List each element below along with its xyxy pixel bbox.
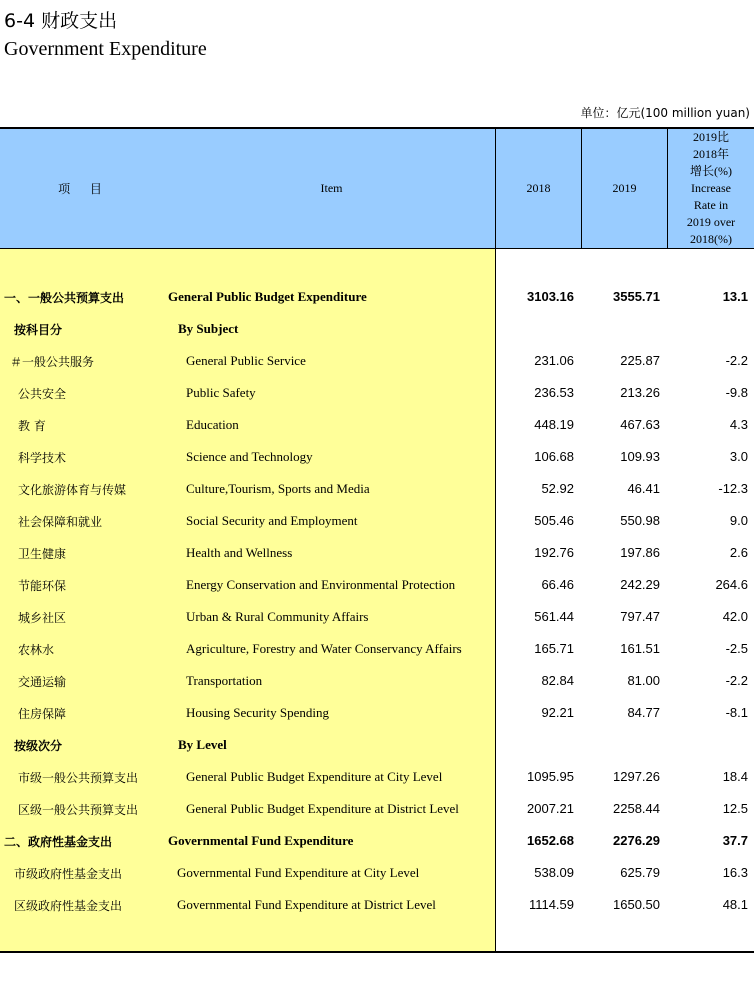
table-row — [0, 665, 754, 697]
value-2018: 448.19 — [534, 417, 574, 432]
row-label-en: General Public Budget Expenditure at District Level — [186, 801, 459, 816]
growth-rate: 16.3 — [722, 865, 748, 880]
value-2018: 538.09 — [534, 865, 574, 880]
header-growth-line: Increase — [691, 181, 731, 195]
value-2019: 109.93 — [620, 449, 660, 464]
header-item-en — [168, 129, 495, 248]
value-2018: 3103.16 — [527, 289, 574, 304]
growth-rate: 42.0 — [722, 609, 748, 624]
growth-rate: -12.3 — [718, 481, 748, 496]
growth-rate: 264.6 — [715, 577, 748, 592]
table-row — [0, 825, 754, 857]
table-row — [0, 857, 754, 889]
row-label-cn: 市级政府性基金支出 — [14, 867, 123, 881]
row-label-cn: 一、一般公共预算支出 — [4, 291, 125, 305]
growth-rate: 12.5 — [722, 801, 748, 816]
growth-rate: 2.6 — [729, 545, 748, 560]
row-label-cn: 社会保障和就业 — [18, 515, 103, 529]
table-row — [0, 473, 754, 505]
table-row — [0, 377, 754, 409]
table-row — [0, 569, 754, 601]
value-2019: 2258.44 — [613, 801, 660, 816]
row-label-en: By Level — [178, 737, 227, 752]
row-label-en: Energy Conservation and Environmental Protection — [186, 577, 456, 592]
row-label-cn: 区级政府性基金支出 — [14, 899, 123, 913]
header-growth-line: 2018年 — [692, 147, 729, 161]
table-row — [0, 761, 754, 793]
row-label-en: Education — [186, 417, 239, 432]
growth-rate: -2.5 — [725, 641, 748, 656]
table-row — [0, 345, 754, 377]
value-2018: 505.46 — [534, 513, 574, 528]
header-item-cn-text: 项 目 — [58, 182, 110, 196]
row-label-cn: 教 育 — [18, 419, 46, 433]
row-label-en: Housing Security Spending — [186, 705, 329, 720]
value-2019: 1297.26 — [613, 769, 660, 784]
growth-rate: -2.2 — [725, 353, 748, 368]
value-2019: 225.87 — [620, 353, 660, 368]
row-label-cn: 按科目分 — [14, 323, 63, 337]
header-year-2018 — [496, 129, 581, 248]
value-2019: 46.41 — [627, 481, 660, 496]
header-growth-line: 2019 over — [686, 215, 736, 229]
header-growth-rate — [668, 129, 754, 248]
value-2018: 52.92 — [541, 481, 574, 496]
growth-rate: 3.0 — [729, 449, 748, 464]
value-2019: 84.77 — [627, 705, 660, 720]
value-2019: 1650.50 — [613, 897, 660, 912]
header-year-2018-text: 2018 — [526, 181, 551, 195]
header-separator — [0, 248, 754, 249]
growth-rate: -9.8 — [725, 385, 748, 400]
value-2018: 66.46 — [541, 577, 574, 592]
value-2019: 550.98 — [620, 513, 660, 528]
table-row — [0, 601, 754, 633]
header-year-2019-text: 2019 — [612, 181, 637, 195]
value-2019: 81.00 — [627, 673, 660, 688]
row-label-cn: 市级一般公共预算支出 — [18, 771, 139, 785]
row-label-en: Governmental Fund Expenditure at District Level — [177, 897, 436, 912]
row-label-en: Governmental Fund Expenditure — [168, 833, 354, 848]
value-2019: 242.29 — [620, 577, 660, 592]
value-2019: 2276.29 — [613, 833, 660, 848]
row-label-en: General Public Service — [186, 353, 306, 368]
row-label-cn: 文化旅游体育与传媒 — [18, 483, 127, 497]
value-2019: 467.63 — [620, 417, 660, 432]
expenditure-table — [0, 127, 754, 953]
row-label-en: Health and Wellness — [186, 545, 293, 560]
row-label-cn: 区级一般公共预算支出 — [18, 803, 139, 817]
row-label-en: Social Security and Employment — [186, 513, 358, 528]
row-label-cn: 科学技术 — [18, 451, 67, 465]
header-growth-line: 增长(%) — [690, 164, 732, 178]
value-2018: 192.76 — [534, 545, 574, 560]
table-row — [0, 281, 754, 313]
header-item-cn — [0, 129, 168, 248]
unit-label: 单位：亿元(100 million yuan) — [580, 106, 750, 120]
growth-rate: 48.1 — [722, 897, 748, 912]
value-2018: 165.71 — [534, 641, 574, 656]
table-row — [0, 633, 754, 665]
growth-rate: 18.4 — [722, 769, 748, 784]
value-2019: 625.79 — [620, 865, 660, 880]
row-label-en: Science and Technology — [186, 449, 313, 464]
table-title-english: Government Expenditure — [4, 38, 207, 60]
row-label-cn: 按级次分 — [14, 739, 63, 753]
header-growth-line: 2018(%) — [690, 232, 732, 246]
value-2018: 1095.95 — [527, 769, 574, 784]
row-label-en: By Subject — [178, 321, 239, 336]
growth-rate: -2.2 — [725, 673, 748, 688]
row-label-en: Agriculture, Forestry and Water Conservancy Affairs — [186, 641, 462, 656]
value-2018: 236.53 — [534, 385, 574, 400]
table-row — [0, 313, 754, 345]
table-row — [0, 441, 754, 473]
value-2018: 92.21 — [541, 705, 574, 720]
growth-rate: -8.1 — [725, 705, 748, 720]
table-row — [0, 409, 754, 441]
value-2018: 1652.68 — [527, 833, 574, 848]
value-2019: 213.26 — [620, 385, 660, 400]
growth-rate: 4.3 — [729, 417, 748, 432]
growth-rate: 13.1 — [722, 289, 748, 304]
row-label-cn: ＃一般公共服务 — [10, 355, 95, 369]
row-label-cn: 住房保障 — [18, 707, 67, 721]
value-2018: 106.68 — [534, 449, 574, 464]
row-label-en: Culture,Tourism, Sports and Media — [186, 481, 370, 496]
value-2019: 197.86 — [620, 545, 660, 560]
growth-rate: 9.0 — [729, 513, 748, 528]
table-row — [0, 729, 754, 761]
header-year-2019 — [582, 129, 667, 248]
growth-rate: 37.7 — [722, 833, 748, 848]
value-2018: 2007.21 — [527, 801, 574, 816]
value-2019: 3555.71 — [613, 289, 660, 304]
row-label-en: Transportation — [186, 673, 263, 688]
row-label-en: Urban & Rural Community Affairs — [186, 609, 369, 624]
row-label-cn: 交通运输 — [18, 675, 67, 689]
value-2018: 82.84 — [541, 673, 574, 688]
value-2019: 797.47 — [620, 609, 660, 624]
table-row — [0, 793, 754, 825]
table-row — [0, 537, 754, 569]
row-label-en: Governmental Fund Expenditure at City Level — [177, 865, 420, 880]
row-label-cn: 农林水 — [18, 643, 55, 657]
row-label-cn: 城乡社区 — [18, 611, 67, 625]
value-2018: 231.06 — [534, 353, 574, 368]
value-2018: 1114.59 — [528, 897, 574, 912]
value-2018: 561.44 — [534, 609, 574, 624]
row-label-cn: 二、政府性基金支出 — [4, 835, 113, 849]
row-label-cn: 节能环保 — [18, 579, 67, 593]
header-growth-line: 2019比 — [692, 130, 729, 144]
table-row — [0, 889, 754, 921]
row-label-cn: 公共安全 — [18, 387, 67, 401]
table-bottom-rule — [0, 951, 754, 953]
header-item-en-text: Item — [320, 181, 343, 195]
table-row — [0, 505, 754, 537]
row-label-en: Public Safety — [186, 385, 256, 400]
row-label-cn: 卫生健康 — [18, 547, 67, 561]
header-growth-line: Rate in — [693, 198, 729, 212]
table-row — [0, 697, 754, 729]
table-number-title: 6-4 财政支出 — [4, 10, 118, 32]
row-label-en: General Public Budget Expenditure — [168, 289, 367, 304]
row-label-en: General Public Budget Expenditure at City Level — [186, 769, 443, 784]
value-2019: 161.51 — [620, 641, 660, 656]
